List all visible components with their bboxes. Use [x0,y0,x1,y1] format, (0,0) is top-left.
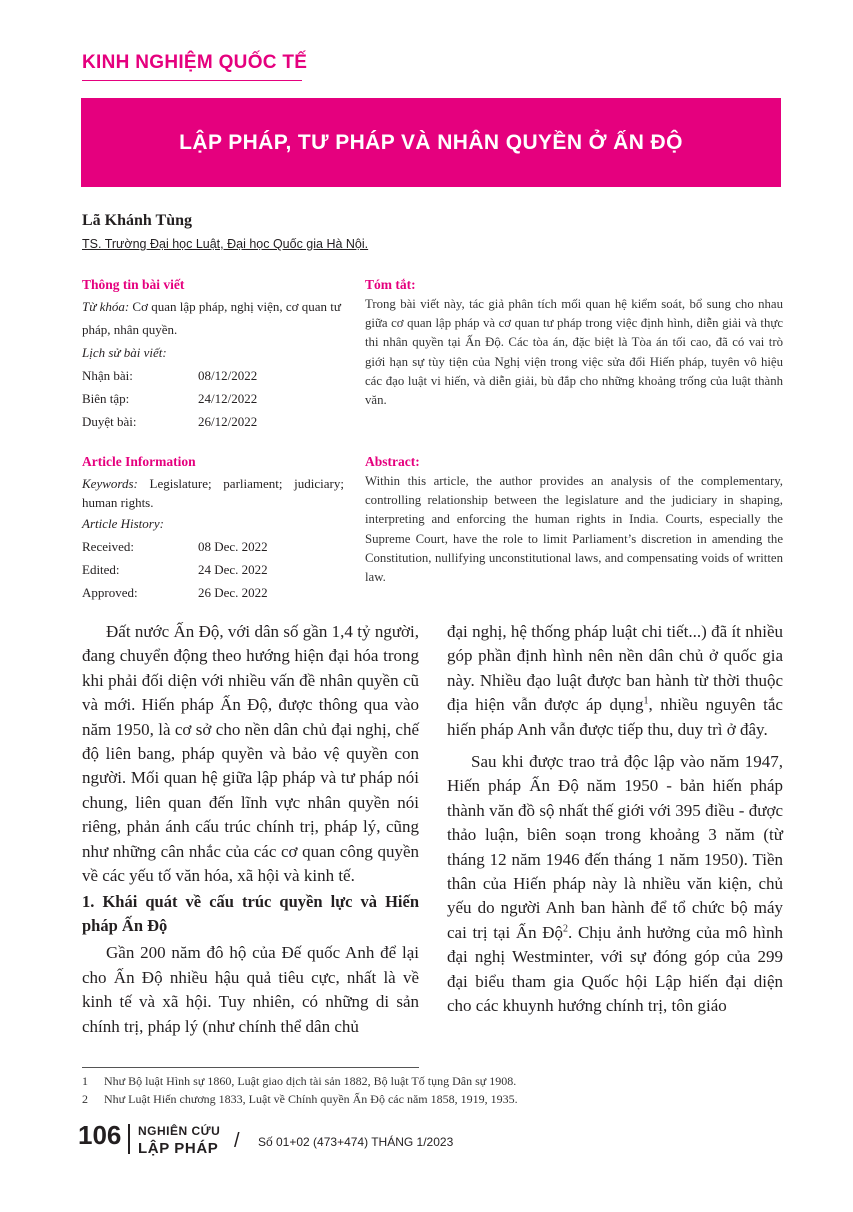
history-vi-date: 08/12/2022 [198,368,258,383]
footnote [82,1072,782,1090]
author-affiliation: TS. Trường Đại học Luật, Đại học Quốc gia Hà Nội. [82,237,369,251]
history-en-key: Approved: [82,585,138,600]
title-banner [81,98,781,187]
body-right-column [447,620,783,1019]
keywords-en-label: Keywords: [82,476,138,491]
abstract-en-text: Within this article, the author provides an analysis of the complementary, controlling relationship between the legislature and the judiciary in shaping, interpreting and enforcing the human rights in India. Courts, especially the Supreme Court, have the role to limit Parliament’s discretion in amending the Constitution, nullifying unconstitutional laws, and compensating voids of written law. [365,474,783,585]
body-text: Sau khi được trao trả độc lập vào năm 1947, Hiến pháp Ấn Độ năm 1950 - bản hiến pháp thành văn đồ sộ nhất thế giới với 395 điều - được thảo luận, biên soạn trong khoảng 3 năm (từ tháng 12 năm 1946 đến tháng 1 năm 1950). Tiền thân của Hiến pháp này là nhiều văn kiện, chủ yếu do người Anh ban hành để tổ chức bộ máy cai trị tại Ấn Độ [447,752,783,942]
summary-vi [365,277,783,410]
body-text: . Chịu ảnh hưởng của mô hình đại nghị Westminter, với sự đóng góp của 299 đại biểu tham gia Quốc hội Lập hiến đại diện cho các khuynh hướng chính trị, tôn giáo [447,922,783,1016]
history-vi-date: 26/12/2022 [198,414,258,429]
footnote-rule [82,1067,419,1068]
history-vi-key: Nhận bài: [82,368,133,383]
abstract-en [365,454,783,587]
footnote-number: 2 [82,1092,88,1106]
history-en-row [82,581,344,604]
article-info-vi-heading: Thông tin bài viết [82,277,185,292]
body-text: , nhiều nguyên tắc hiến pháp Anh vẫn được tiếp thu, duy trì ở đây. [447,695,783,739]
article-info-en-heading: Article Information [82,454,196,469]
history-en-label: Article History: [82,516,164,531]
issue-info: Số 01+02 (473+474) THÁNG 1/2023 [258,1135,454,1149]
footnote-ref[interactable]: 2 [563,923,569,935]
footnotes [82,1072,782,1108]
history-en-row [82,535,344,558]
keywords-vi-text: Cơ quan lập pháp, nghị viện, cơ quan tư pháp, nhân quyền. [82,299,341,337]
history-en-key: Edited: [82,562,120,577]
footnote-number: 1 [82,1074,88,1088]
keywords-vi [82,295,344,341]
footnote-ref[interactable]: 1 [643,695,649,707]
history-vi-key: Biên tập: [82,391,130,406]
author-name: Lã Khánh Tùng [82,212,192,229]
footnote-text: Như Luật Hiến chương 1833, Luật về Chính quyền Ấn Độ các năm 1858, 1919, 1935. [104,1092,518,1106]
summary-vi-heading: Tóm tắt: [365,277,416,292]
history-en-date: 08 Dec. 2022 [198,539,268,554]
history-vi-label: Lịch sử bài viết: [82,345,167,360]
body-paragraph: Gần 200 năm đô hộ của Đế quốc Anh để lại cho Ấn Độ nhiều hậu quả tiêu cực, nhất là về kinh tế và xã hội. Tuy nhiên, có những di sản chính trị, pháp lý (như chính thể dân chủ [82,943,419,1036]
history-vi-row [82,364,344,387]
body-left-column [82,620,419,1039]
article-info-vi [82,277,344,433]
article-title: LẬP PHÁP, TƯ PHÁP VÀ NHÂN QUYỀN Ở ẤN ĐỘ [179,130,683,154]
body-paragraph [447,750,783,1018]
footer-divider [128,1124,130,1154]
article-info-en [82,454,344,604]
slash-icon: / [234,1130,240,1152]
abstract-en-heading: Abstract: [365,454,420,469]
history-vi-row [82,387,344,410]
body-paragraph: Đất nước Ấn Độ, với dân số gần 1,4 tỷ người, đang chuyển động theo hướng hiện đại hóa trong khi phải đối diện với nhiều vấn đề nhân quyền cũ và mới. Hiến pháp Ấn Độ, được thông qua vào năm 1950, là cơ sở cho nền dân chủ đại nghị, chế độ liên bang, pháp quyền và bảo vệ quyền con người. Mối quan hệ giữa lập pháp và tư pháp nói chung, liên quan đến lĩnh vực nhân quyền nói riêng, phản ánh cấu trúc chính trị, pháp lý, cũng như những cân nhắc của các cơ quan công quyền về các yếu tố văn hóa, xã hội và kinh tế. [82,622,419,886]
footnote [82,1090,782,1108]
footnote-text: Như Bộ luật Hình sự 1860, Luật giao dịch tài sản 1882, Bộ luật Tố tụng Dân sự 1908. [104,1074,517,1088]
summary-vi-text: Trong bài viết này, tác giả phân tích mối quan hệ kiểm soát, bổ sung cho nhau giữa cơ quan lập pháp và cơ quan tư pháp trong việc định hình, diễn giải và thực thi nhân quyền tại Ấn Độ. Các tòa án, đặc biệt là Tòa án tối cao, đã có vai trò giới hạn sự tùy tiện của Nghị viện trong việc sửa đổi Hiến pháp, tuyên vô hiệu các đạo luật vi hiến, và diễn giải, bù đắp cho những khoảng trống của luật thành văn. [365,297,783,408]
history-en-key: Received: [82,539,134,554]
history-vi-key: Duyệt bài: [82,414,137,429]
history-en-row [82,558,344,581]
keywords-en-text: Legislature; parliament; judiciary; human rights. [82,476,344,510]
history-en-date: 24 Dec. 2022 [198,562,268,577]
journal-line2: LẬP PHÁP [138,1140,219,1157]
history-vi-date: 24/12/2022 [198,391,258,406]
section-heading: 1. Khái quát về cấu trúc quyền lực và Hiến pháp Ấn Độ [82,892,419,936]
page-number: 106 [78,1120,122,1150]
section-label-rule [82,80,302,81]
keywords-vi-label: Từ khóa: [82,299,130,314]
history-en-date: 26 Dec. 2022 [198,585,268,600]
body-paragraph [447,620,783,742]
body-text: đại nghị, hệ thống pháp luật chi tiết...) đã ít nhiều góp phần định hình nên nền dân chủ ở quốc gia này. Nhiều đạo luật được ban hành từ thời thuộc địa hiện vẫn được áp dụng [447,622,783,715]
history-vi-row [82,410,344,433]
keywords-en [82,474,344,512]
journal-logo [138,1123,220,1157]
section-label: KINH NGHIỆM QUỐC TẾ [82,52,308,73]
journal-line1: NGHIÊN CỨU [138,1124,221,1138]
